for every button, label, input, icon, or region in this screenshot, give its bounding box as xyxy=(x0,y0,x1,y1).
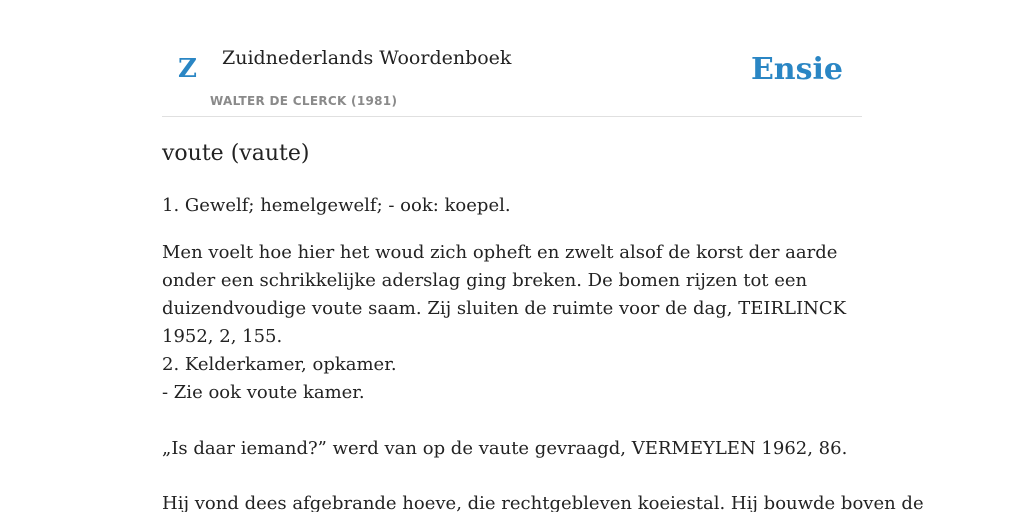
entry-quote-2: „Is daar iemand?” werd van op de vaute gevraagd, VERMEYLEN 1962, 86. xyxy=(162,438,848,459)
dictionary-title[interactable]: Zuidnederlands Woordenboek xyxy=(222,47,512,69)
ensie-logo[interactable]: Ensie xyxy=(750,52,843,87)
entry-definition-1: 1. Gewelf; hemelgewelf; - ook: koepel. xyxy=(162,195,511,216)
dictionary-author: WALTER DE CLERCK (1981) xyxy=(210,94,398,108)
page-container xyxy=(162,0,924,512)
entry-headword: voute (vaute) xyxy=(162,141,310,166)
site-header xyxy=(162,0,862,117)
entry-cross-reference: - Zie ook voute kamer. xyxy=(162,382,365,403)
entry-quote-3: Hij vond dees afgebrande hoeve, die rechtgebleven koeiestal. Hij bouwde boven de xyxy=(162,493,924,512)
entry-definition-2: 2. Kelderkamer, opkamer. xyxy=(162,354,397,375)
dictionary-logo[interactable]: Z xyxy=(178,54,197,84)
entry-quote-1: Men voelt hoe hier het woud zich opheft en zwelt alsof de korst der aarde onder een schrikkelijke aderslag ging breken. De bomen rijzen tot een duizendvoudige voute saam. Zij sluiten de ruimte voor de dag, TEIRLINCK 1952, 2, 155. xyxy=(162,242,847,347)
